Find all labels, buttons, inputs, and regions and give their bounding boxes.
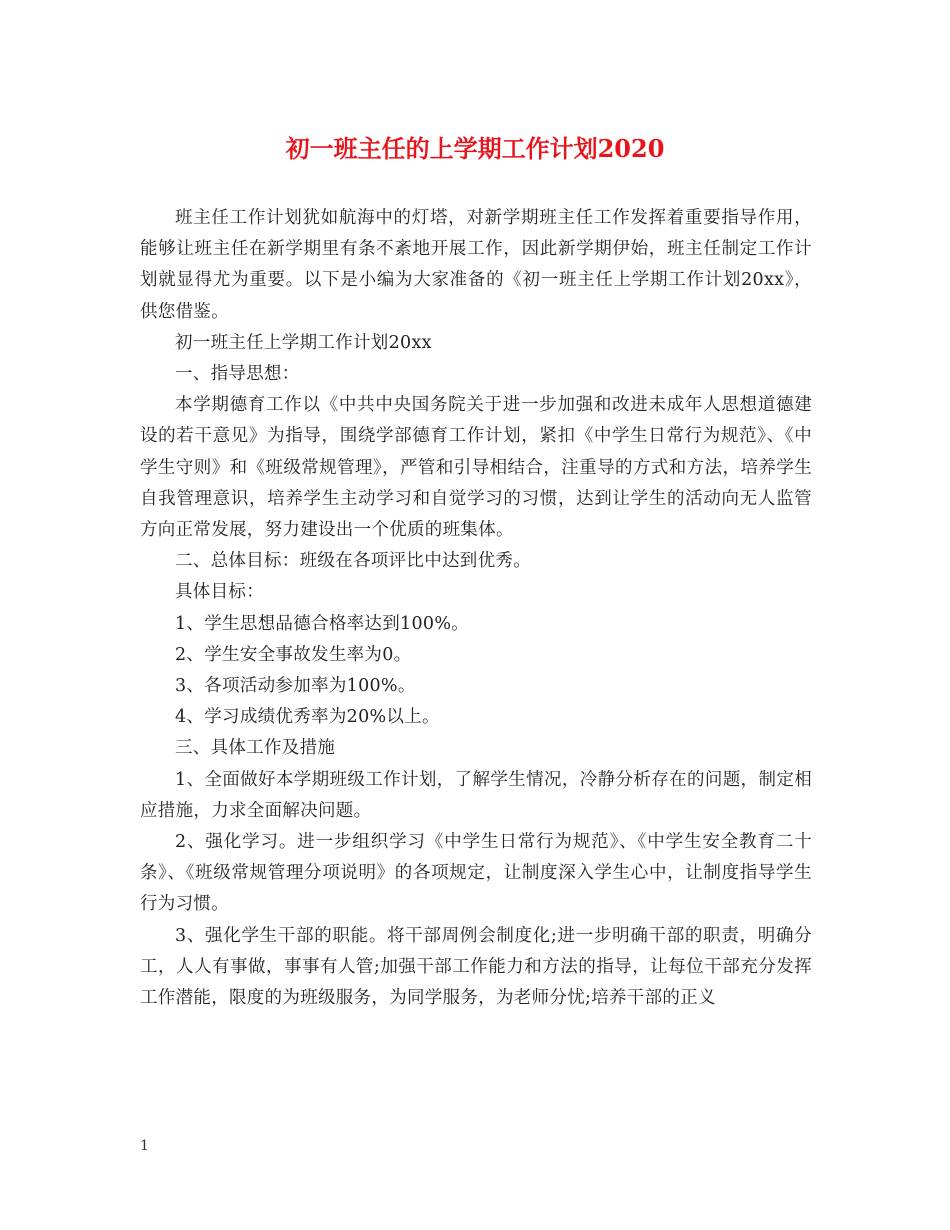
paragraph-subtitle: 初一班主任上学期工作计划20xx [175, 332, 432, 353]
list-item-goal-3: 3、各项活动参加率为100%。 [175, 676, 416, 697]
list-item-measure-2: 2、强化学习。进一步组织学习《中学生日常行为规范》、《中学生安全教育二十条》、《班级常规管理分项说明》的各项规定，让制度深入学生心中，让制度指导学生行为习惯。 [140, 832, 812, 915]
heading-measures: 三、具体工作及措施 [175, 738, 336, 759]
paragraph-guiding-ideology: 本学期德育工作以《中共中央国务院关于进一步加强和改进未成年人思想道德建设的若干意见》为指导，围绕学部德育工作计划，紧扣《中学生日常行为规范》、《中学生守则》和《班级常规管理》，严管和引导相结合，注重导的方式和方法，培养学生自我管理意识，培养学生主动学习和自觉学习的习惯，达到让学生的活动向无人监管方向正常发展，努力建设出一个优质的班集体。 [140, 395, 812, 541]
heading-overall-goal: 二、总体目标：班级在各项评比中达到优秀。 [175, 551, 531, 572]
heading-specific-goals: 具体目标： [175, 582, 264, 603]
paragraph-intro: 班主任工作计划犹如航海中的灯塔，对新学期班主任工作发挥着重要指导作用，能够让班主任在新学期里有条不紊地开展工作，因此新学期伊始，班主任制定工作计划就显得尤为重要。以下是小编为大家准备的《初一班主任上学期工作计划20xx》，供您借鉴。 [140, 208, 812, 322]
list-item-measure-3: 3、强化学生干部的职能。将干部周例会制度化;进一步明确干部的职责，明确分工，人人有事做，事事有人管;加强干部工作能力和方法的指导，让每位干部充分发挥工作潜能，限度的为班级服务，为同学服务，为老师分忧;培养干部的正义 [140, 925, 812, 1009]
heading-guiding-ideology: 一、指导思想： [175, 364, 300, 385]
list-item-measure-1: 1、全面做好本学期班级工作计划，了解学生情况，冷静分析存在的问题，制定相应措施，力求全面解决问题。 [140, 769, 812, 821]
list-item-goal-2: 2、学生安全事故发生率为0。 [175, 644, 412, 665]
list-item-goal-4: 4、学习成绩优秀率为20%以上。 [175, 707, 440, 728]
document-body [140, 203, 812, 1014]
page-number: 1 [140, 1138, 149, 1154]
list-item-goal-1: 1、学生思想品德合格率达到100%。 [175, 613, 470, 634]
document-title: 初一班主任的上学期工作计划2020 [285, 134, 665, 163]
